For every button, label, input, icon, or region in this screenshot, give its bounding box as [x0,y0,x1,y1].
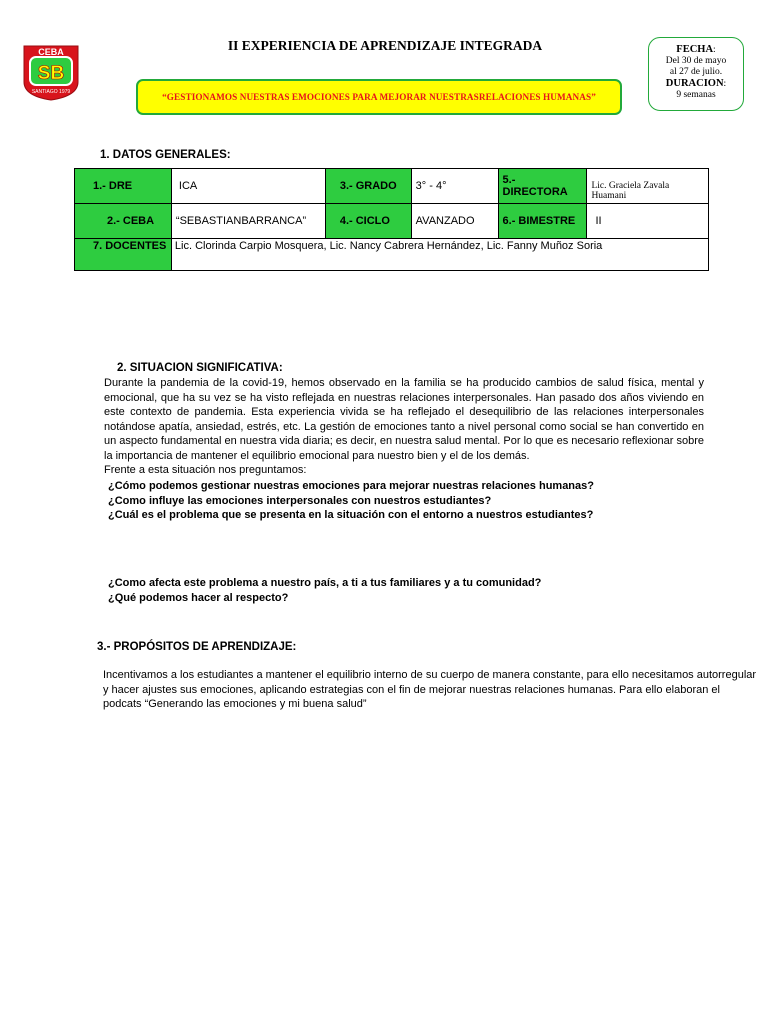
propositos-paragraph: Incentivamos a los estudiantes a mantener el equilibrio interno de su cuerpo de manera constante, para ello necesitamos autorregular y hacer ajustes sus emociones, aplicando estrategias con el fin de mejorar nuestras relaciones humanas. Para ello elaboran el podcats “Generando las emociones y mi buena salud” [103,669,757,710]
page-title: II EXPERIENCIA DE APRENDIZAJE INTEGRADA [227,38,543,53]
table-row [75,169,709,204]
grado-label: 3.- GRADO [325,169,411,204]
school-logo [22,42,80,102]
table-row [75,204,709,239]
table-row [75,239,709,271]
fecha-value-line2: al 27 de julio. [669,67,723,77]
bimestre-label: 6.- BIMESTRE [498,204,587,239]
section-heading-datos-generales: 1. DATOS GENERALES: [100,149,231,161]
date-duration-box: FECHA: Del 30 de mayo al 27 de julio. DURACION: 9 semanas [648,37,744,111]
question-item: ¿Como afecta este problema a nuestro país, a ti a tus familiares y a tu comunidad? [108,577,542,589]
experience-subtitle-box [136,79,622,115]
ciclo-value: AVANZADO [411,204,498,239]
experience-subtitle: “GESTIONAMOS NUESTRAS EMOCIONES PARA MEJORAR NUESTRASRELACIONES HUMANAS” [162,92,596,102]
grado-value: 3° - 4° [411,169,498,204]
fecha-value-line1: Del 30 de mayo [665,56,727,66]
duracion-value: 9 semanas [676,90,716,100]
datos-generales-table [74,168,709,271]
svg-text:SANTIAGO 1979: SANTIAGO 1979 [31,89,71,95]
questions-list-b [108,576,541,605]
question-item: ¿Cuál es el problema que se presenta en la situación con el entorno a nuestros estudiantes? [108,509,594,521]
fecha-label: FECHA [676,44,714,55]
situacion-intro: Frente a esta situación nos preguntamos: [104,464,307,476]
svg-text:CEBA: CEBA [38,47,64,57]
ceba-label: 2.- CEBA [75,204,172,239]
dre-value: ICA [171,169,325,204]
ceba-value: “SEBASTIANBARRANCA” [171,204,325,239]
dre-label: 1.- DRE [75,169,172,204]
docentes-label: 7. DOCENTES [75,239,172,271]
duracion-label: DURACION [665,78,724,89]
situacion-paragraph: Durante la pandemia de la covid-19, hemos observado en la familia se ha producido cambios de salud física, mental y emocional, que ha su vez se ha visto reflejada en nuestras relaciones interpersonales. Han pasado dos años viviendo en este contexto de pandemia. Esta experiencia vivida se ha reflejado el desequilibrio de las relaciones interpersonales notándose apatía, ansiedad, estrés, etc. La gestión de emociones tanto a nivel personal como social se han convertido en un aspecto fundamental en nuestra vida diaria; es decir, en nuestra salud mental. Por lo que es necesario reflexionar sobre la importancia de mantener el equilibrio emocional para nuestro bien y el de los demás. [104,377,704,462]
question-item: ¿Cómo podemos gestionar nuestras emociones para mejorar nuestras relaciones humanas? [108,480,594,492]
ciclo-label: 4.- CICLO [325,204,411,239]
section-heading-propositos: 3.- PROPÓSITOS DE APRENDIZAJE: [97,641,297,653]
question-item: ¿Qué podemos hacer al respecto? [108,591,289,604]
directora-label: 5.- DIRECTORA [498,169,587,204]
questions-list-a [108,479,594,523]
docentes-value: Lic. Clorinda Carpio Mosquera, Lic. Nancy Cabrera Hernández, Lic. Fanny Muñoz Soria [171,239,708,271]
question-item: ¿Como influye las emociones interpersonales con nuestros estudiantes? [108,494,492,507]
svg-text:SB: SB [37,63,65,84]
section-heading-situacion: 2. SITUACION SIGNIFICATIVA: [117,362,283,374]
directora-value: Lic. Graciela Zavala Huamani [587,169,709,204]
bimestre-value: II [587,204,709,239]
